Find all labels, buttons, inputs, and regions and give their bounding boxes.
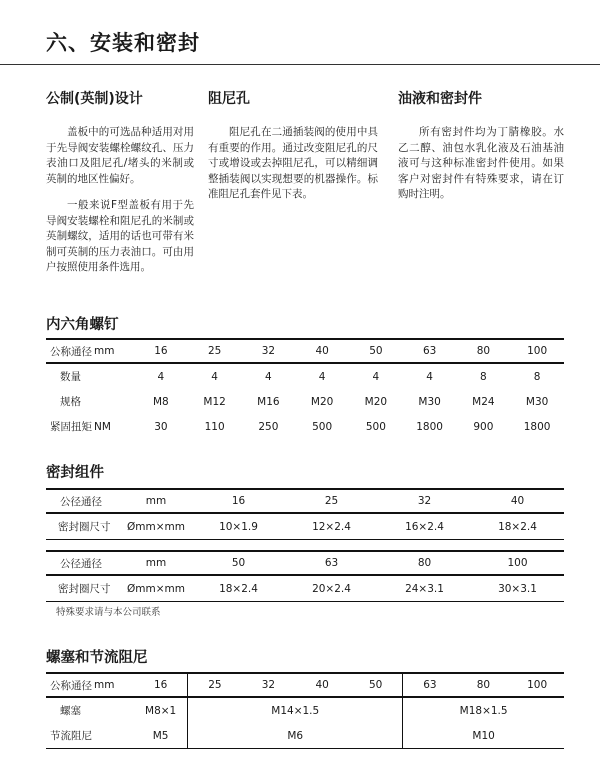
table-cell: Ømm×mm (127, 520, 185, 533)
table-cell: 63 (403, 339, 457, 363)
table-cell: 节流阻尼 (50, 730, 92, 742)
metric-design-text-1: 盖板中的可选品种适用对用于先导阀安装螺栓螺纹孔、压力表油口及阻尼孔/堵头的米制或英制的地区性偏好。 (46, 126, 194, 185)
table-cell: 24×3.1 (405, 582, 444, 595)
table-cell: 4 (426, 370, 433, 383)
table-cell: M16 (257, 395, 280, 408)
table-cell: 250 (258, 420, 279, 433)
seals-note: 特殊要求请与本公司联系 (56, 607, 161, 618)
table-cell: 紧固扭矩 (50, 421, 92, 433)
table-cell: 公称通径 (46, 339, 94, 363)
table-cell: 110 (204, 420, 225, 433)
table-cell: 50 (349, 673, 403, 697)
table-cell: M30 (525, 395, 549, 408)
table-cell: M12 (203, 395, 226, 408)
table-cell: 8 (480, 370, 487, 383)
table-row (46, 697, 564, 723)
table-cell: 900 (473, 420, 494, 433)
table-cell: 50 (349, 339, 403, 363)
table-cell: 500 (312, 420, 333, 433)
table-cell: M6 (188, 723, 403, 749)
table-cell: 4 (265, 370, 272, 383)
table-cell: M20 (310, 395, 334, 408)
table-cell: 4 (318, 370, 326, 383)
table-cell: mm (120, 489, 192, 513)
table-cell: 密封圈尺寸 (58, 521, 111, 533)
table-cell: 30×3.1 (498, 582, 537, 595)
table-cell: 16×2.4 (405, 520, 444, 533)
seals-table-1 (46, 488, 564, 540)
table-row (46, 551, 564, 575)
table-cell: mm (94, 339, 134, 363)
table-cell: M24 (472, 395, 495, 408)
table-row (46, 489, 564, 513)
table-cell: 32 (378, 489, 471, 513)
table-cell: 32 (242, 673, 296, 697)
title-divider (0, 64, 600, 65)
table-cell: 16 (192, 489, 285, 513)
table-cell: 63 (285, 551, 378, 575)
table-cell: M8×1 (145, 704, 177, 717)
table-cell: 10×1.9 (219, 520, 258, 533)
table-cell: M5 (152, 729, 169, 742)
table-row (46, 723, 564, 749)
table-cell: M8 (153, 395, 169, 408)
bolts-heading: 内六角螺钉 (46, 317, 119, 333)
table-cell: 4 (372, 370, 380, 383)
table-cell: 16 (134, 339, 188, 363)
table-cell: 40 (471, 489, 564, 513)
table-row (46, 414, 564, 439)
table-cell: Ømm×mm (127, 582, 185, 595)
table-cell: 40 (295, 339, 349, 363)
plugs-table (46, 672, 564, 749)
table-row (46, 339, 564, 363)
table-cell: 公径通径 (46, 551, 120, 575)
fluid-seal-heading: 油液和密封件 (398, 91, 482, 107)
orifice-heading: 阻尼孔 (208, 91, 250, 107)
table-row (46, 575, 564, 602)
table-cell: 4 (157, 370, 165, 383)
table-row (46, 513, 564, 540)
table-cell: NM (94, 420, 111, 433)
table-cell: 30 (154, 420, 168, 433)
table-cell: M10 (403, 723, 564, 749)
table-cell: 公称通径 (46, 673, 94, 697)
table-cell: M14×1.5 (188, 697, 403, 723)
table-cell: mm (120, 551, 192, 575)
table-cell: 20×2.4 (312, 582, 351, 595)
table-cell: 500 (365, 420, 386, 433)
table-cell (94, 363, 134, 389)
bolts-table (46, 338, 564, 439)
table-cell: 80 (457, 673, 511, 697)
table-cell: 63 (403, 673, 457, 697)
table-cell: 80 (457, 339, 511, 363)
table-cell: mm (94, 673, 134, 697)
table-cell: M30 (418, 395, 441, 408)
table-cell: 32 (242, 339, 296, 363)
fluid-seal-text: 所有密封件均为丁腈橡胶。水乙二醇、油包水乳化液及石油基油液可与这种标准密封件使用。如果客户对密封件有特殊要求，请在订购时注明。 (398, 126, 564, 200)
seals-table-2 (46, 550, 564, 602)
orifice-text: 阻尼孔在二通插装阀的使用中具有重要的作用。通过改变阻尼孔的尺寸或增设或去掉阻尼孔，可以精细调整插装阀以实现想要的机器操作。标准阻尼孔套件见下表。 (208, 126, 378, 200)
table-cell: 100 (510, 673, 564, 697)
table-cell: 100 (471, 551, 564, 575)
table-cell: 100 (510, 339, 564, 363)
table-cell: 数量 (60, 371, 81, 383)
table-cell: 80 (378, 551, 471, 575)
table-cell (94, 389, 134, 414)
table-row (46, 363, 564, 389)
table-cell: 40 (295, 673, 349, 697)
page-title: 六、安装和密封 (46, 31, 200, 55)
table-cell: 密封圈尺寸 (58, 583, 111, 595)
table-cell: 1800 (416, 420, 443, 433)
table-cell: 25 (188, 339, 242, 363)
table-row (46, 389, 564, 414)
table-cell: 8 (533, 370, 541, 383)
metric-design-text-2: 一般来说F型盖板有用于先导阀安装螺栓和阻尼孔的米制或英制螺纹，适用的话也可带有米制可英制的压力表油口。可由用户按照使用条件选用。 (46, 199, 194, 273)
table-cell: 50 (192, 551, 285, 575)
table-cell: 1800 (523, 420, 551, 433)
table-cell: 18×2.4 (498, 520, 537, 533)
metric-design-heading: 公制(英制)设计 (46, 91, 143, 107)
table-cell: M20 (364, 395, 388, 408)
table-cell: 16 (134, 673, 188, 697)
table-cell: 公径通径 (46, 489, 120, 513)
table-cell: 25 (285, 489, 378, 513)
table-cell: 25 (188, 673, 242, 697)
seals-heading: 密封组件 (46, 465, 104, 481)
plugs-heading: 螺塞和节流阻尼 (46, 650, 148, 666)
table-cell: 12×2.4 (312, 520, 351, 533)
table-cell: 规格 (60, 396, 81, 408)
table-cell: 18×2.4 (219, 582, 258, 595)
table-cell: M18×1.5 (403, 697, 564, 723)
table-cell: 4 (211, 370, 218, 383)
table-cell: 螺塞 (60, 705, 81, 717)
table-row (46, 673, 564, 697)
